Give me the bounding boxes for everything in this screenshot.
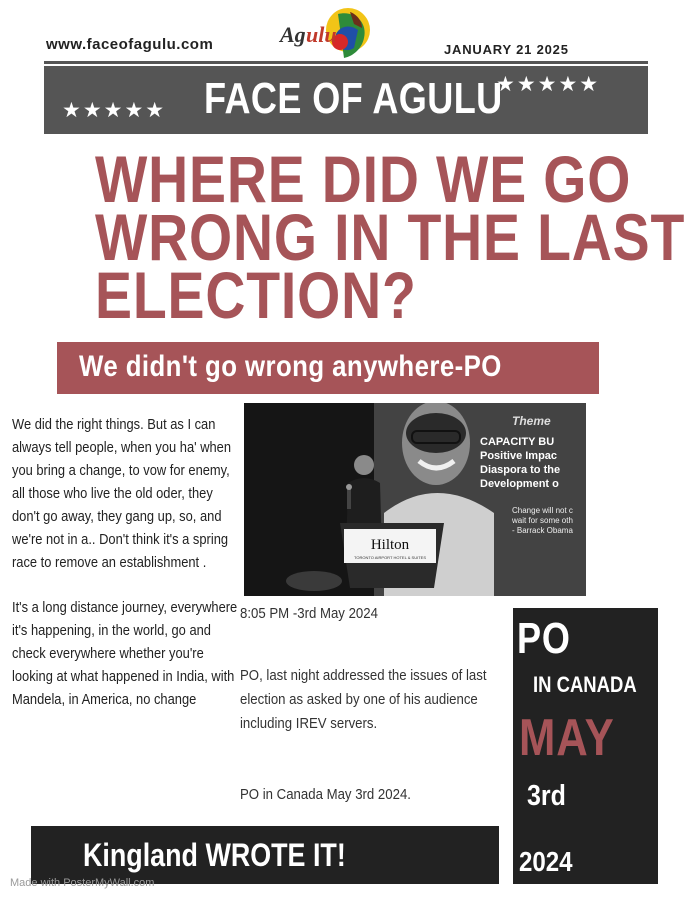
caption-text: PO, last night addressed the issues of last election as asked by one of his audience including IREV servers.: [240, 667, 487, 732]
photo-banner-text: CAPACITY BU: [480, 436, 555, 448]
svg-text:ulu: ulu: [306, 22, 337, 47]
headline: [95, 142, 686, 332]
podium-text: Hilton: [370, 537, 410, 553]
event-sidebox: [513, 608, 658, 884]
photo-banner-text: Theme: [512, 414, 551, 428]
face-of-agulu-logo: [278, 4, 378, 68]
sidebox-month: MAY: [519, 709, 615, 767]
sidebox-day: 3rd: [527, 780, 566, 812]
subheadline-banner: [57, 342, 599, 394]
podium-subtext: TORONTO AIRPORT HOTEL & SUITES: [353, 555, 427, 560]
photo-banner-text: Diaspora to the: [480, 464, 561, 476]
header-rule: [44, 61, 648, 64]
star-icon-group-left: ★★★★★: [62, 99, 167, 122]
photo-quote-text: wait for some oth: [512, 516, 573, 525]
svg-text:Ag: Ag: [280, 22, 306, 47]
masthead-title: FACE OF AGULU: [204, 74, 503, 123]
headline-line: WHERE DID WE GO: [95, 142, 632, 216]
subheadline: We didn't go wrong anywhere-PO: [79, 350, 502, 383]
caption-note: PO in Canada May 3rd 2024.: [240, 786, 411, 803]
event-photo: [244, 403, 586, 596]
issue-date: JANUARY 21 2025: [444, 42, 569, 57]
author-credit: Kingland WROTE IT!: [83, 837, 346, 873]
photo-quote-text: Change will not c: [512, 506, 573, 515]
sidebox-year: 2024: [519, 846, 573, 877]
author-credit-banner: [31, 826, 499, 884]
caption-body: [240, 664, 520, 736]
star-icon-group-right: ★★★★★: [496, 73, 601, 96]
article-paragraph: We did the right things. But as I can always tell people, when you ha' when you bring a change, to vow for enemy, all those who live the old oder, they don't go away, they gang up, so, and we're not in a.. Don't think it's a spring race to remove an establishment .: [12, 416, 232, 571]
site-url[interactable]: www.faceofagulu.com: [46, 36, 214, 53]
photo-banner-text: Development o: [480, 478, 559, 490]
headline-line: WRONG IN THE LAST: [95, 200, 686, 274]
sidebox-location: IN CANADA: [533, 672, 637, 697]
masthead: [44, 66, 648, 134]
headline-line: ELECTION?: [95, 258, 417, 332]
photo-timestamp: 8:05 PM -3rd May 2024: [240, 605, 378, 622]
photo-quote-text: - Barrack Obama: [512, 526, 573, 535]
article-paragraph: It's a long distance journey, everywhere it's happening, in the world, go and check everywhere whether you're looking at what happened in India, with Mandela, in America, no change: [12, 599, 238, 708]
photo-banner-text: Positive Impac: [480, 450, 558, 462]
watermark: Made with PosterMyWall.com: [10, 877, 155, 889]
sidebox-po: PO: [517, 614, 571, 663]
article-body: [12, 413, 240, 711]
